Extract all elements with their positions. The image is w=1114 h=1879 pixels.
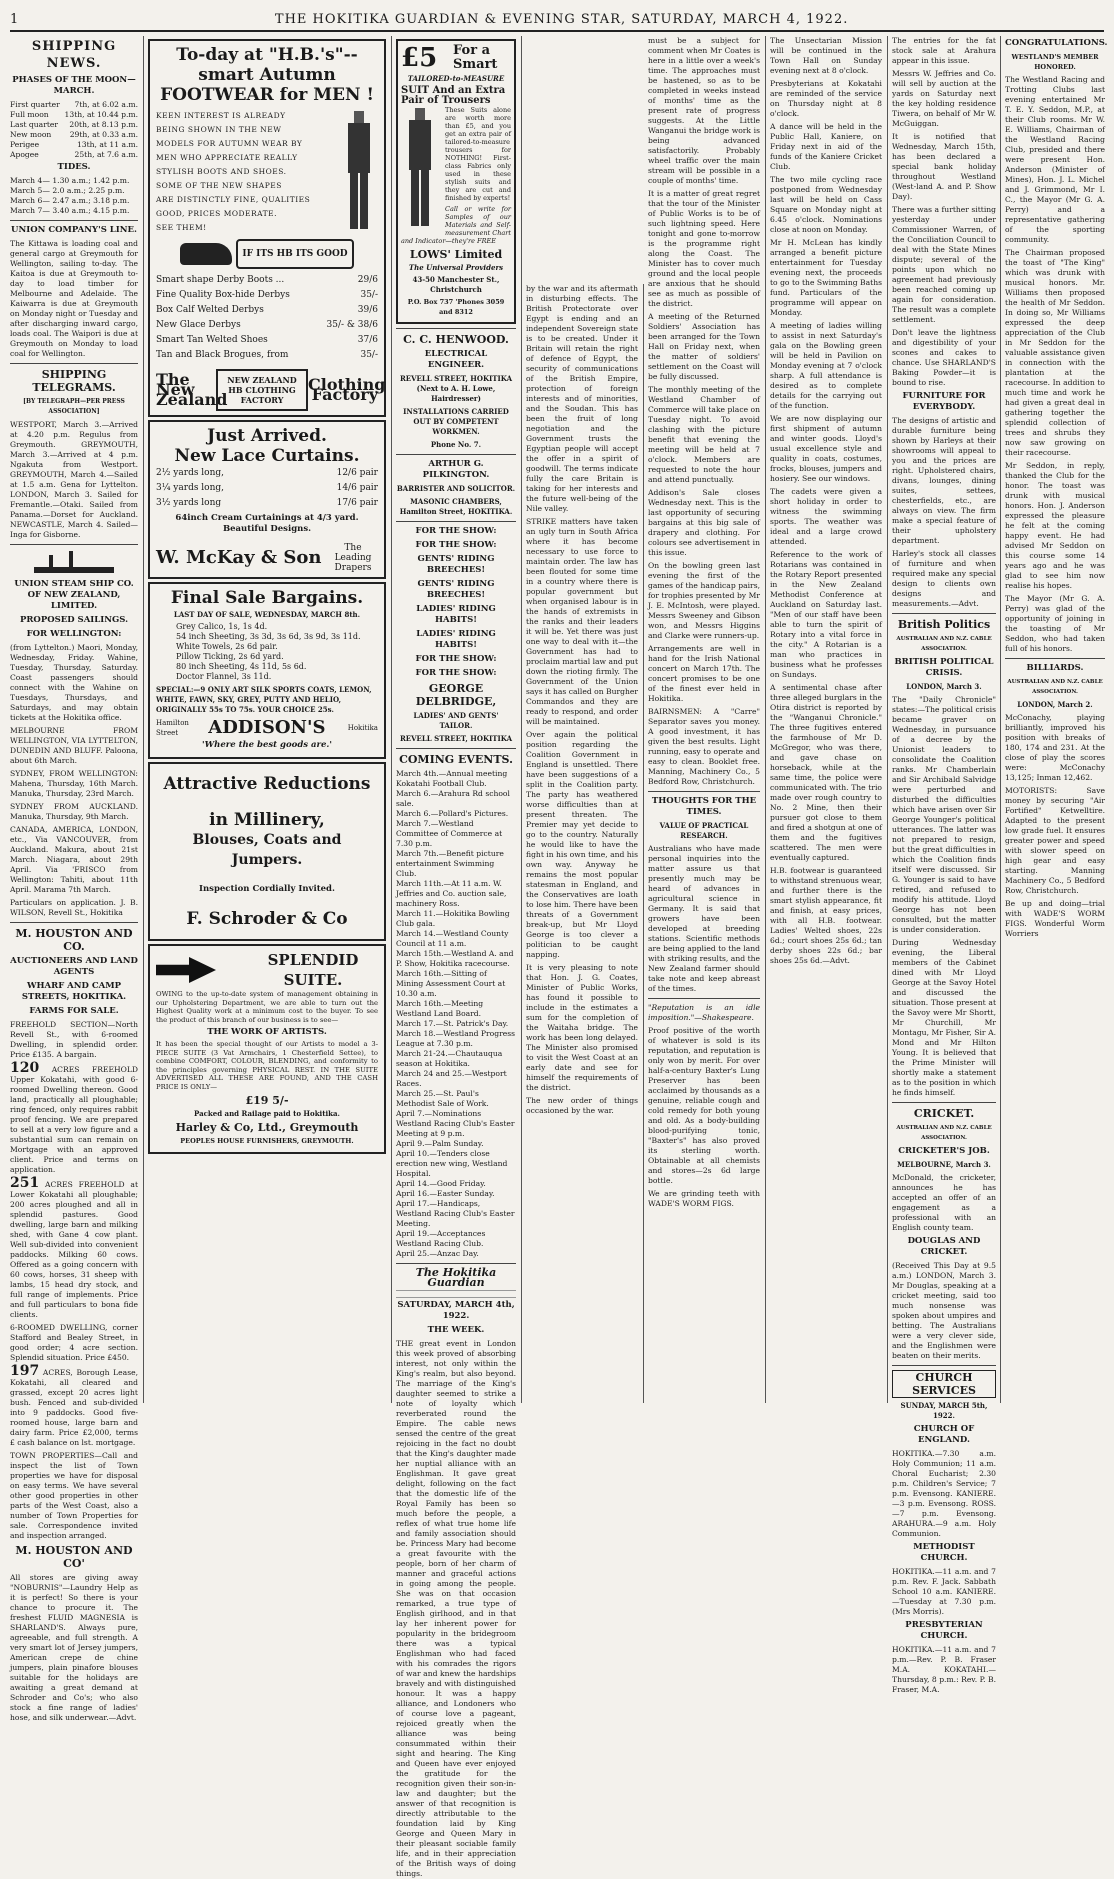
congrats-title: CONGRATULATIONS.	[1005, 38, 1108, 48]
particulars-text: Particulars on application. J. B. WILSON, Revell St., Hokitika	[10, 898, 138, 917]
event-row: April 17.—Handicaps, Westland Racing Club's Easter Meeting.	[396, 1199, 515, 1228]
hb-price-row: New Glace Derbys 35/- & 38/6	[156, 320, 378, 330]
bargain-list	[156, 622, 378, 682]
moon-row: Full moon 13th, at 10.44 p.m.	[10, 110, 138, 119]
pilkington-name: ARTHUR G. PILKINGTON.	[422, 459, 490, 480]
page-number: 1	[10, 11, 20, 27]
column-8: CONGRATULATIONS. WESTLAND'S MEMBER HONORED. The Westland Racing and Trotting Clubs last evening entertained Mr T. E. Y. Seddon, M.P., at their Club rooms. Mr W. E. Williams, Chairman of the Westland Racing Club, presided and there were present Hon. Anderson (Minister of Mines), Hon. J. L. Michel and J. Grimmond, Mr I. C., the Mayor (Mr G. A. Perry) and a representative gathering of the sporting community. The Chairman proposed the toast of "The King" which was drunk with musical honors. Mr. Williams then proposed the health of Mr Seddon. In doing so, Mr Williams expressed the deep appreciation of the Club in Mr Seddon for the valuable assistance given in connection with the plantation at the racecourse. In addition to much time and work he had given a great deal in gathering together the splendid collection of trees and shrubs they now saw growing on their racecourse. Mr Seddon, in reply, thanked the Club for the honor. The toast was drunk with musical honors. Hon. J. Anderson expressed the pleasure he felt at the coming happy event. He had advised Mr Seddon on this course some 14 years ago and he was glad to see him now realise his hopes. The Mayor (Mr G. A. Perry) was glad of the opportunity of joining in the toasting of Mr Seddon, who had taken full of his honors. BILLIARDS. AUSTRALIAN AND N.Z. CABLE ASSOCIATION. LONDON, March 2. McConachy, playing brilliantly, improved his position with breaks of 180, 174 and 231. At the close of play the scores were: McConachy 13,125; Inman 12,462. MOTORISTS: Save money by securing "Air Fortified" Ketwelltire. Adapted to the present low grade fuel. It ensures greater power and speed with slower speed on high gear and easy starting. Manning Machinery Co., 5 Bedford Row, Christchurch. Be up and doing—trial with WADE'S WORM FIGS. Wonderful Worm Worriers	[1005, 38, 1108, 938]
event-row: April 14.—Good Friday.	[396, 1179, 486, 1188]
hb-factory-logo: NEW ZEALAND HB CLOTHING FACTORY	[216, 369, 308, 411]
editorial-egypt: by the war and its aftermath in disturbing effects. The British Protectorate over Egypt is ending and an independent Sovereign state is to be created. Under it Britain will retain the right of defence of Egypt, the security of communications of the British Empire, protection of foreign interests and of minorities, and the Soudan. This has been the fruit of long negotiation and the Government trusts the Egyptian people will accept the offer in a spirit of goodwill. The terms indicate fully the care Britain is taking for her interests and the future well-being of the Nile valley.	[526, 284, 638, 513]
hb-headline: To-day at "H.B.'s"--smart Autumn FOOTWEAR for MEN !	[160, 45, 374, 105]
schroder-ad: Attractive Reductions in Millinery, Blouses, Coats and Jumpers. Inspection Cordially Invited. F. Schroder & Co	[148, 762, 386, 941]
proposed-sailings: PROPOSED SAILINGS.	[19, 615, 129, 625]
curtain-price-row: 2½ yards long, 12/6 pair	[156, 468, 378, 478]
delbridge-name: GEORGE DELBRIDGE,	[415, 682, 497, 708]
column-7: The entries for the fat stock sale at Arahura appear in this issue. Messrs W. Jeffries and Co. will sell by auction at the yards on Saturday next the key holding residence Tiwera, on behalf of Mr W. McGuiggan. It is notified that Wednesday, March 15th, has been declared a special bank holiday throughout Westland (West-land A. and P. Show Day). There was a further sitting yesterday under Commissioner Warren, of the Conciliation Council to deal with the State Mines dispute; several of the points upon which no agreement had previously been reached coming up again for consideration. The result was a complete settlement. Don't leave the lightness and digestibility of your scones and cakes to chance. Use SHARLAND'S Baking Powder—it is bound to rise. FURNITURE FOR EVERYBODY. The designs of artistic and durable furniture being shown by Harleys at their showrooms will appeal to you and the prices are right. Upholstered chairs, divans, lounges, dining suites, settees, chesterfields, etc., are always on view. The firm make a special feature of their upholstery department. Harley's stock all classes of furniture and when required make any special design to clients own designs and measurements.—Advt. British Politics AUSTRALIAN AND N.Z. CABLE ASSOCIATION. BRITISH POLITICAL CRISIS. LONDON, March 3. The "Daily Chronicle" states:—The political crisis became graver on Wednesday, in pursuance of a decree by the Unionist leaders to consolidate the Coalition ranks. Mr Chamberlain and Sir Archibald Salvidge were perturbed and disturbed the difficulties which have arisen over Sir George Younger's political utterances. The latter was not prepared to resign, but the great difficulties in which the Coalition finds itself were discussed. Sir G. Younger is said to have retired, and refused to modify his attitude. Lloyd George has not been consulted, but the matter is under consideration. During Wednesday evening, the Liberal members of the Cabinet dined with Mr Lloyd George at the Savoy Hotel and discussed the situation. Those present at the Savoy were Mr Shortt, Mr Churchill, Mr Montagu, Mr Fisher, Sir A. Mond and Mr Hilton Young. It is believed that the Prime Minister will shortly make a statement as to the position in which he finds himself. CRICKET. AUSTRALIAN AND N.Z. CABLE ASSOCIATION. CRICKETER'S JOB. MELBOURNE, March 3. McDonald, the cricketer, announces he has accepted an offer of an engagement as a professional with an English county team. DOUGLAS AND CRICKET. (Received This Day at 9.5 a.m.) LONDON, March 3. Mr Douglas, speaking at a cricket meeting, said too much nonsense was spoken about umpires and betting. The Australians were a very clever side, and the Englishmen were beaten on their merits. CHURCH SERVICES SUNDAY, MARCH 5th, 1922. CHURCH OF ENGLAND. HOKITIKA.—7.30 a.m. Holy Communion; 11 a.m. Choral Eucharist; 2.30 p.m. Children's Service; 7 p.m. Evensong. KANIERE.—3 p.m. Evensong. ROSS.—7 p.m. Evensong. ARAHURA.—9 a.m. Holy Communion. METHODIST CHURCH. HOKITIKA.—11 a.m. and 7 p.m. Rev. F. Jack. Sabbath School 10 a.m. KANIERE.—Tuesday at 7.30 p.m. (Mrs Morris). PRESBYTERIAN CHURCH. HOKITIKA.—11 a.m. and 7 p.m.—Rev. P. B. Fraser M.A. KOKATAHI.—Thursday, 8 p.m.: Rev. P. B. Fraser, M.A.	[892, 36, 996, 1694]
telegrams-text: WESTPORT, March 3.—Arrived at 4.20 p.m. Regulus from Greymouth. GREYMOUTH, March 3.—Arrived at 4 p.m. Ngakuta from Westport. GREYMOUTH, March 4.—Sailed at 1.5 a.m. Gena for Lyttelton. LONDON, March 3. Sailed for Fremantle.—Otaki. Sailed from Panama.—Dorset for Auckland. NEWCASTLE, March 4. Sailed—Inga for Gisborne.	[10, 420, 138, 539]
column-rule	[643, 284, 644, 1403]
thoughts-title: THOUGHTS FOR THE TIMES.	[651, 796, 757, 817]
event-row: April 19.—Acceptances Westland Racing Club.	[396, 1229, 486, 1248]
event-row: March 18.—Westland Progress League at 7.30 p.m.	[396, 1029, 516, 1048]
event-row: March 6.—Arahura Rd school sale.	[396, 789, 510, 808]
event-row: March 24 and 25.—Westport Races.	[396, 1069, 507, 1088]
bargain-row: Pillow Ticking, 2s 6d yard.	[176, 652, 284, 661]
column-2	[148, 36, 386, 1403]
event-row: March 7.—Westland Committee of Commerce at 7.30 p.m.	[396, 819, 503, 848]
editorial-strike: STRIKE matters have taken an ugly turn in South Africa where it has become necessary to use force to maintain order. The law has been flouted for some time in a country where there is popular government but when organised labour is in the hands of extremists in the ranks and their leaders it will be. Yet there was just one way to deal with it—the Government has had to proclaim martial law and put down the rioting firmly. The Government of the Union says it has called on Burgher Commandos and they are ready to respond, and order will be maintained.	[526, 517, 638, 726]
editorial-coates: It is very pleasing to note that Hon. J. G. Coates, Minister of Public Works, has found it possible to include in the estimates a sum for the completion of the Waitaha bridge. The work has been long delayed. The Minister also promised to visit the West Coast at an early date and see for himself the requirements of the district.	[526, 963, 638, 1092]
furniture-title: FURNITURE FOR EVERYBODY.	[902, 391, 986, 412]
show-line: LADIES' RIDING HABITS!	[416, 629, 496, 650]
week-title: THE WEEK.	[427, 1325, 485, 1335]
show-notice	[396, 526, 516, 679]
show-line: LADIES' RIDING HABITS!	[416, 604, 496, 625]
column-5: must be a subject for comment when Mr Coates is here in a little over a week's time. The approaches must be hastened, so as to be completed in weeks instead of months' time as the present rate of progress suggests. At the Little Wanganui the bridge work is being advanced satisfactorily. Probably wheel traffic over the main stream will be possible in a couple of months' time. It is a matter of great regret that the tour of the Minister of Public Works is to be of such lightning speed. Here tonight and gone to-morrow is the programme right along the Coast. The Minister has to cover much ground and the local people are anxious that he should see as much as possible of the district. A meeting of the Returned Soldiers' Association has been arranged for the Town Hall on Friday next, when the matter of soldiers' settlement on the Coast will be fully discussed. The monthly meeting of the Westland Chamber of Commerce will take place on Tuesday night. To avoid clashing with the picture benefit that evening the meeting will be held at 7 o'clock. Members are requested to note the hour and attend punctually. Addison's Sale closes Wednesday next. This is the last opportunity of securing bargains at this big sale of drapery and clothing. For colours see advertisement in this issue. On the bowling green last evening the first of the games of the handicap pairs, for trophies presented by Mr J. E. McIntosh, were played. Messrs Sweeney and Gibson won, and Messrs Higgins and Clarke were runners-up. Arrangements are well in hand for the Irish National concert on March 17th. The concert promises to be one of the finest ever held in Hokitika. BAIRNSMEN: A "Carre" Separator saves you money. A good investment, it has given the best results. Light running, easy to operate and easy to clean. Booklet free. Manning, Machinery Co., 5 Bedford Row, Christchurch. THOUGHTS FOR THE TIMES. VALUE OF PRACTICAL RESEARCH. Australians who have made personal inquiries into the matter assure us that presently much may be heard of advances in agricultural science in Germany. It is said that growers have been developed at breeding stations. Scientific methods are being applied to the land with striking results, and the New Zealand farmer should take note and keep abreast of the times. "Reputation is an idle imposition."—Shakespeare. Proof positive of the worth of whatever is sold is its reputation, and reputation is only won by merit. For over half-a-century Baxter's Lung Preserver has been acclaimed by thousands as a genuine, reliable cough and cold remedy for both young and old. As a body-building blood-purifying tonic, "Baxter's" has also proved its sterling worth. Obtainable at all chemists and stores—2s 6d large bottle. We are grinding teeth with WADE'S WORM FIGS.	[648, 36, 760, 1208]
footer-notes: All stores are giving away "NOBURNIS"—Laundry Help as it is perfect! So there is your chance to procure it. The freshest FLUID MAGNESIA is SHARLAND'S. Always pure, agreeable, and full strength. A very smart lot of Jersey jumpers, American crepe de chine jumpers, plain pinafore blouses suitable for the holidays are awaiting a great demand at Schroder and Co's; who also stock a fine range of ladies' hose, and silk underwear.—Advt.	[10, 1573, 138, 1722]
bargain-row: 80 inch Sheeting, 4s 11d, 5s 6d.	[176, 662, 307, 671]
hb-body-line: SEE THEM!	[156, 223, 207, 232]
column-rule	[887, 36, 888, 1403]
column-rule	[1000, 36, 1001, 1403]
coming-events-title: COMING EVENTS.	[399, 753, 513, 766]
editorial-footer: The new order of things occasioned by the war.	[526, 1096, 638, 1115]
bargain-row: Grey Calico, 1s, 1s 4d.	[176, 622, 268, 631]
event-row: March 15th.—Westland A. and P. Show, Hokitika racecourse.	[396, 949, 514, 968]
tide-row: March 6— 2.47 a.m.; 3.18 p.m.	[10, 196, 130, 205]
tides-title: TIDES.	[57, 162, 91, 172]
hb-price-row: Smart shape Derby Boots ... 29/6	[156, 275, 378, 285]
hb-seal-icon: IF ITS HB ITS GOOD	[236, 239, 353, 269]
bargain-row: Doctor Flannel, 3s 11d.	[176, 672, 272, 681]
canada-text: CANADA, AMERICA, LONDON, etc., Via VANCOUVER, from Auckland. Makura, about 21st March. Niagara, about 29th April. Via 'FRISCO from Wellington: Tahiti, about 11th April. Marama 7th March.	[10, 825, 138, 894]
events-list	[396, 769, 516, 1259]
farms-title: FARMS FOR SALE.	[29, 1006, 119, 1016]
gentleman-figure-icon	[340, 111, 378, 231]
uss-title: UNION STEAM SHIP CO. OF NEW ZEALAND, LIMITED.	[14, 579, 134, 611]
column-rule	[765, 36, 766, 1403]
event-row: March 17.—St. Patrick's Day.	[396, 1019, 509, 1028]
event-row: April 25.—Anzac Day.	[396, 1249, 479, 1258]
show-line: GENTS' RIDING BREECHES!	[417, 554, 495, 575]
column-rule	[143, 36, 144, 1403]
nz-clothing-factory: The New Zealand NEW ZEALAND HB CLOTHING FACTORY Clothing Factory	[156, 370, 386, 409]
telegrams-sub: [BY TELEGRAPH—PER PRESS ASSOCIATION]	[23, 398, 125, 415]
dateline: SATURDAY, MARCH 4th, 1922.	[397, 1300, 515, 1321]
show-line: FOR THE SHOW:	[415, 668, 497, 678]
sydney-wellington-text: SYDNEY, FROM WELLINGTON: Mahena, Thursday, 16th March. Manuka, Thursday, 23rd March.	[10, 769, 138, 798]
tide-row: March 7— 3.40 a.m.; 4.15 p.m.	[10, 206, 130, 215]
mckay-name: W. McKay & Son	[156, 547, 322, 568]
schroder-name: F. Schroder & Co	[186, 909, 348, 929]
event-row: March 4th.—Annual meeting Kokatahi Football Club.	[396, 769, 508, 788]
shipping-title: SHIPPING NEWS.	[31, 39, 117, 71]
hb-body-line: SOME OF THE NEW SHAPES	[156, 181, 282, 190]
hb-body-line: BEING SHOWN IN THE NEW	[156, 125, 282, 134]
hb-body-line: KEEN INTEREST IS ALREADY	[156, 111, 286, 120]
event-row: March 21-24.—Chautauqua season at Hokitika.	[396, 1049, 503, 1068]
curtain-price-list	[156, 466, 378, 511]
masthead-title: THE HOKITIKA GUARDIAN & EVENING STAR, SATURDAY, MARCH 4, 1922.	[274, 11, 849, 27]
event-row: March 11th.—At 11 a.m. W. Jeffries and Co. auction sale, machinery Ross.	[396, 879, 507, 908]
harley-ad: SPLENDID SUITE. OWING to the up-to-date system of management obtaining in our Upholstering Department, we are able to turn out the Highest Quality work at a minimum cost to the buyer. To see the product of this branch of our business is to see— THE WORK OF ARTISTS. It has been the special thought of our Artists to model a 3-PIECE SUITE (3 Vat Armchairs, 1 Chesterfield Settee), to combine COMFORT, COLOUR, BLENDING, and conformity to the principles governing PHYSICAL REST. IN THE SUITE ADVERTISED ALL THESE ARE FOUND, AND THE CASH PRICE IS ONLY— £19 5/- Packed and Railage paid to Hokitika. Harley & Co, Ltd., Greymouth PEOPLES HOUSE FURNISHERS, GREYMOUTH.	[148, 944, 386, 1154]
houston-title: M. HOUSTON AND CO.	[15, 927, 133, 953]
houston-sub: AUCTIONEERS AND LAND AGENTS	[10, 956, 138, 977]
hb-body-line: MEN WHO APPRECIATE REALLY	[156, 153, 298, 162]
column-6: The Unsectarian Mission will be continued in the Town Hall on Sunday evening next at 8 o'clock. Presbyterians at Kokatahi are reminded of the service on Thursday night at 8 o'clock. A dance will be held in the Public Hall, Kaniere, on Friday next in aid of the funds of the Kaniere Cricket Club. The two mile cycling race postponed from Wednesday last will be held on Cass Square on Monday night at 6.45 o'clock. Nominations close at noon on Monday. Mr H. McLean has kindly arranged a benefit picture entertainment for Tuesday evening next, the proceeds to go to the Swimming Baths fund. Particulars of the programme will appear on Monday. A meeting of ladies willing to assist in next Saturday's gala on the Bowling green will be held in Pavilion on Monday evening at 7 o'clock sharp. A full attendance is desired as to complete details for the carrying out of the function. We are now displaying our first shipment of autumn and winter goods. Lloyd's usual excellence style and quality in coats, costumes, frocks, blouses, jumpers and hosiery. See our windows. The cadets were given a short holiday in order to witness the swimming sports. The weather was ideal and a large crowd attended. Reference to the work of Rotarians was contained in the Rotary Report presented in the New Zealand Methodist Conference at Auckland on Saturday last. "Men of our staff have been able to turn the spirit of Rotary into a vital force in the city." A Rotarian is a man who practices in business what he professes on Sundays. A sentimental chase after three alleged burglars in the Otira district is reported by the "Wanganui Chronicle." The three fugitives entered the farmhouse of Mr D. McGregor, who was there, and gave chase on horseback, while at the same time, the police were communicated with. The trio made over rough country to No. 2 Mine, then their pursuer got close to them and fired a shotgun at one of them and the fugitives scattered. The men were eventually captured. H.B. footwear is guaranteed to withstand strenuous wear, and further there is the smart stylish appearance, fit and finish, at easy prices, with all H.B. footwear. Ladies' Welted shoes, 22s 6d.; court shoes 25s 6d.; tan derby shoes 22s 6d.; bar shoes 25s 6d.—Advt.	[770, 36, 882, 965]
event-row: April 9.—Palm Sunday.	[396, 1139, 484, 1148]
farm-ad-4: 6-ROOMED DWELLING, corner Stafford and Bealey Street, in good order; 4 acre section. Splendid situation. Price £450.	[10, 1323, 138, 1362]
hb-body-line: MODELS FOR AUTUMN WEAR BY	[156, 139, 303, 148]
union-title: UNION COMPANY'S LINE.	[11, 225, 137, 235]
addison-name: ADDISON'S	[208, 717, 326, 738]
lows-name: LOWS' Limited	[409, 248, 503, 261]
union-text: The Kittawa is loading coal and general cargo at Greymouth for Wellington, sailing to-day. The Kaitoa is due at Greymouth to-day to load timber for Melbourne and Adelaide. The Kaiwarra is due at Greymouth on Monday night or Tuesday and after discharging inward cargo, loads coal. The Waipori is due at Greymouth on Monday to load coal for Wellington.	[10, 239, 138, 358]
editorial-coalition: Over again the political position regarding the Coalition Government in England is unsettled. There have been suggestions of a split in the Coalition party. The party has weathered worse difficulties than at present threaten. The Premier may yet decide to go to the country. Naturally he would like to have the fight in his own time, and his own way. Anyway he remains the most popular statesman in England, and the Conservatives are loath to lose him. There have been threats of a Government break-up, but Mr Lloyd George is too clever a politician to be caught napping.	[526, 730, 638, 959]
lows-ad: £5 For a Smart TAILORED-to-MEASURE SUIT And an Extra Pair of Trousers These Suits alone are worth more than £5, and you get an extra pair of tailored-to-measure trousers for NOTHING! First-class Fabrics only used in these stylish suits and they are cut and finished by experts! Call or write for Samples of our Materials and Self-measurement Chart and Indicator—they're FREE LOWS' Limited The Universal Providers 43-50 Manchester St., Christchurch P.O. Box 737 'Phones 3059 and 8312	[396, 39, 516, 324]
column-rule	[521, 36, 522, 1403]
suit-figure-icon	[401, 108, 439, 228]
column-rule	[391, 36, 392, 1403]
suite-price: £19 5/-	[245, 1094, 289, 1107]
moon-title: PHASES OF THE MOON—MARCH.	[12, 75, 136, 96]
hb-price-row: Smart Tan Welted Shoes 37/6	[156, 335, 378, 345]
curtain-price-row: 3½ yards long 17/6 pair	[156, 498, 378, 508]
tide-row: March 4— 1.30 a.m.; 1.42 p.m.	[10, 176, 130, 185]
shoe-icon	[180, 243, 232, 265]
wellington-text: (from Lyttelton.) Maori, Monday, Wednesday, Friday. Wahine, Tuesday, Thursday, Saturday. Coast passengers should connect with the Wahine on Tuesdays, Thursdays, and Saturdays, and may obtain tickets at the Hokitika office.	[10, 643, 138, 722]
guardian-nameplate: The Hokitika Guardian	[415, 1266, 497, 1289]
show-line: FOR THE SHOW:	[415, 654, 497, 664]
politics-title: British Politics	[897, 618, 991, 631]
sydney-auckland-text: SYDNEY FROM AUCKLAND. Manuka, Thursday, 9th March.	[10, 802, 138, 821]
moon-row: Last quarter 20th, at 8.13 p.m.	[10, 120, 138, 129]
show-line: FOR THE SHOW:	[415, 540, 497, 550]
hb-price-row: Tan and Black Brogues, from 35/-	[156, 350, 378, 360]
event-row: April 16.—Easter Sunday.	[396, 1189, 495, 1198]
event-row: March 25.—St. Paul's Methodist Sale of Work.	[396, 1089, 489, 1108]
tides-table	[10, 176, 138, 216]
addison-ad: Final Sale Bargains. LAST DAY OF SALE, WEDNESDAY, MARCH 8th. Grey Calico, 1s, 1s 4d. 54 inch Sheeting, 3s 3d, 3s 6d, 3s 9d, 3s 11d. White Towels, 2s 6d pair. Pillow Ticking, 2s 6d yard. 80 inch Sheeting, 4s 11d, 5s 6d. Doctor Flannel, 3s 11d. SPECIAL:—9 ONLY ART SILK SPORTS COATS, LEMON, WHITE, FAWN, SKY, GREY, PUTTY AND HELIO, ORIGINALLY 55s TO 75s. YOUR CHOICE 25s. Hamilton Street ADDISON'S Hokitika 'Where the best goods are.'	[148, 582, 386, 759]
mckay-tagline: The Leading Drapers	[334, 543, 372, 573]
moon-table	[10, 100, 138, 160]
hb-body-line: ARE DISTINCTLY FINE, QUALITIES GOOD, PRICES MODERATE.	[156, 195, 311, 218]
event-row: March 14.—Westland County Council at 11 a.m.	[396, 929, 509, 948]
show-line: GENTS' RIDING BREECHES!	[417, 579, 495, 600]
column-1	[10, 36, 138, 1722]
hb-body-line: STYLISH BOOTS AND SHOES.	[156, 167, 287, 176]
farm-ad-6: TOWN PROPERTIES—Call and inspect the list of Town properties we have for disposal on easy terms. We have several other good properties in other parts of the West Coast, also a number of Town Properties for sale. Correspondence invited and inspection arranged.	[10, 1451, 138, 1540]
hb-price-list	[156, 273, 378, 363]
pointing-hand-icon	[156, 957, 216, 983]
moon-row: Perigee 13th, at 11 a.m.	[10, 140, 138, 149]
event-row: April 10.—Tenders close erection new wing, Westland Hospital.	[396, 1149, 508, 1178]
houston-signature: M. HOUSTON AND CO'	[15, 1544, 133, 1570]
ship-icon	[14, 549, 134, 575]
event-row: March 11.—Hokitika Bowling Club gala.	[396, 909, 510, 928]
church-title: CHURCH SERVICES	[892, 1370, 996, 1398]
moon-row: New moon 29th, at 0.33 a.m.	[10, 130, 138, 139]
henwood-name: C. C. HENWOOD.	[403, 333, 509, 346]
week-text: THE great event in London this week proved of absorbing interest, not only within the King's realm, but also beyond. The marriage of the King's daughter seemed to strike a note of loyalty which reverberated round the Empire. The cable news sensed the centre of the great rejoicing in the fact no doubt that the King's daughter made her nuptial alliance with an Englishman. It gave great delight, following on the fact that the domestic life of the Royal Family has been so much before the people, a reflex of what true home life and family association should be. Princess Mary had become a great favourite with the people, born of her charm of manner and graceful actions in going among the people. She was on that occasion remarked, a true type of English girlhood, and in that lay her inherent power for popularity in the bridegroom there was a typical Englishman who had faced with his comrades the rigors of war and knew the hardships bravely and with distinguished honour. It was a happy alliance, and Londoners who of course love a pageant, rejoiced greatly when the alliance was being consummated within their sight and hearing. The King and Queen have ever enjoyed the gratitude for the recognition given their son-in-law and daughter; but the answer of that recognition is directly attributable to the foundation laid by King George and Queen Mary in their pleasant sociable family life, and in their appreciation of the British ways of doing things.	[396, 1339, 516, 1878]
event-row: March 6.—Pollard's Pictures.	[396, 809, 509, 818]
show-line: FOR THE SHOW:	[415, 526, 497, 536]
farm-ad-2: 120 ACRES FREEHOLD Upper Kokatahi, with good 6-roomed Dwelling thereon. Good land, practically all ploughable; ring fenced, only requires rabbit proof fencing. We are prepared to sell at a very low figure and a substantial sum can remain on Mortgage with an approved client. Price and terms on application.	[10, 1060, 138, 1174]
wharf-text: WHARF AND CAMP STREETS, HOKITIKA.	[21, 981, 127, 1002]
hb-price-row: Fine Quality Box-hide Derbys 35/-	[156, 290, 378, 300]
hb-badge	[156, 239, 378, 269]
column-4	[526, 284, 638, 1403]
bargain-row: White Towels, 2s 6d pair.	[176, 642, 278, 651]
cricket-title: CRICKET.	[913, 1107, 975, 1120]
hb-price-row: Box Calf Welted Derbys 39/6	[156, 305, 378, 315]
moon-row: Apogee 25th, at 7.6 a.m.	[10, 150, 138, 159]
hb-footwear-ad	[148, 39, 386, 417]
event-row: March 7th.—Benefit picture entertainment Swimming Club.	[396, 849, 504, 878]
moon-row: First quarter 7th, at 6.02 a.m.	[10, 100, 138, 109]
for-wellington: FOR WELLINGTON:	[26, 629, 122, 639]
billiards-title: BILLIARDS.	[1026, 663, 1084, 673]
event-row: April 7.—Nominations Westland Racing Club's Easter Meeting at 9 p.m.	[396, 1109, 515, 1138]
farm-ad-1: FREEHOLD SECTION—North Revell St., with 6-roomed Dwelling, in splendid order. Price £135. A bargain.	[10, 1020, 138, 1059]
telegrams-title: SHIPPING TELEGRAMS.	[32, 368, 116, 394]
harley-name: Harley & Co, Ltd., Greymouth	[175, 1121, 359, 1134]
tide-row: March 5— 2.0 a.m.; 2.25 p.m.	[10, 186, 125, 195]
curtains-ad: Just Arrived. New Lace Curtains. 2½ yards long, 12/6 pair 3¼ yards long, 14/6 pair 3½ yards long 17/6 pair 64inch Cream Curtainings at 4/3 yard. Beautiful Designs. W. McKay & Son The Leading Drapers	[148, 420, 386, 579]
bargain-row: 54 inch Sheeting, 3s 3d, 3s 6d, 3s 9d, 3s 11d.	[176, 632, 361, 641]
curtain-price-row: 3¼ yards long, 14/6 pair	[156, 483, 378, 493]
lows-price: £5	[401, 43, 438, 73]
column-3: £5 For a Smart TAILORED-to-MEASURE SUIT And an Extra Pair of Trousers These Suits alone are worth more than £5, and you get an extra pair of tailored-to-measure trousers for NOTHING! First-class Fabrics only used in these stylish suits and they are cut and finished by experts! Call or write for Samples of our Materials and Self-measurement Chart and Indicator—they're FREE LOWS' Limited The Universal Providers 43-50 Manchester St., Christchurch P.O. Box 737 'Phones 3059 and 8312 C. C. HENWOOD. ELECTRICAL ENGINEER. REVELL STREET, HOKITIKA (Next to A. H. Lowe, Hairdresser) INSTALLATIONS CARRIED OUT BY COMPETENT WORKMEN. Phone No. 7. ARTHUR G. PILKINGTON. BARRISTER AND SOLICITOR. MASONIC CHAMBERS, Hamilton Street, HOKITIKA. FOR THE SHOW: FOR THE SHOW: GENTS' RIDING BREECHES! GENTS' RIDING BREECHES! LADIES' RIDING HABITS! LADIES' RIDING HABITS! FOR THE SHOW: FOR THE SHOW: GEORGE DELBRIDGE, LADIES' AND GENTS' TAILOR. REVELL STREET, HOKITIKA COMING EVENTS. March 4th.—Annual meeting Kokatahi Football Club. March 6.—Arahura Rd school sale. March 6.—Pollard's Pictures. March 7.—Westland Committee of Commerce at 7.30 p.m. March 7th.—Benefit picture entertainment Swimming Club. March 11th.—At 11 a.m. W. Jeffries and Co. auction sale, machinery Ross. March 11.—Hokitika Bowling Club gala. March 14.—Westland County Council at 11 a.m. March 15th.—Westland A. and P. Show, Hokitika racecourse. March 16th.—Sitting of Mining Assessment Court at 10.30 a.m. March 16th.—Meeting Westland Land Board. March 17.—St. Patrick's Day. March 18.—Westland Progress League at 7.30 p.m. March 21-24.—Chautauqua season at Hokitika. March 24 and 25.—Westport Races. March 25.—St. Paul's Methodist Sale of Work. April 7.—Nominations Westland Racing Club's Easter Meeting at 9 p.m. April 9.—Palm Sunday. April 10.—Tenders close erection new wing, Westland Hospital. April 14.—Good Friday. April 16.—Easter Sunday. April 17.—Handicaps, Westland Racing Club's Easter Meeting. April 19.—Acceptances Westland Racing Club. April 25.—Anzac Day. The Hokitika Guardian SATURDAY, MARCH 4th, 1922. THE WEEK. THE great event in London this week proved of absorbing interest, not only within the King's realm, but also beyond. The marriage of the King's daughter seemed to strike a note of loyalty which reverberated round the Empire. The cable news sensed the centre of the great rejoicing in the fact no doubt that the King's daughter made her nuptial alliance with an Englishman. It gave great delight, following on the fact that the domestic life of the Royal Family has been so much before the people, a reflex of what true home life and family association should be. Princess Mary had become a great favourite with the people, born of her charm of manner and graceful actions in going among the people. She was on that occasion remarked, a true type of English girlhood, and in that lay her inherent power for popularity in the bridegroom there was a typical Englishman who had faced with his comrades the rigors of war and knew the hardships bravely and with distinguished honour. It was a happy alliance, and Londoners who of course love a pageant, rejoiced greatly when the alliance was being consummated within their sight and hearing. The King and Queen have ever enjoyed the gratitude for the recognition given their son-in-law and daughter; but the answer of that recognition is directly attributable to the foundation laid by King George and Queen Mary in their pleasant sociable family life, and in their appreciation of the British ways of doing things.	[396, 36, 516, 1403]
event-row: March 16th.—Sitting of Mining Assessment Court at 10.30 a.m.	[396, 969, 506, 998]
event-row: March 16th.—Meeting Westland Land Board.	[396, 999, 484, 1018]
farm-ad-3: 251 ACRES FREEHOLD at Lower Kokatahi all ploughable; 200 acres ploughed and all in splendid pastures. Good dwelling, large barn and milking shed, with Gane 4 cow plant. Well sub-divided into convenient paddocks. Milking 60 cows. Offered as a going concern with 60 cows, horses, 31 sheep with lambs, 15 head dry stock, and full range of implements. Price and full particulars to bona fide clients.	[10, 1175, 138, 1319]
farm-ad-5: 197 ACRES, Borough Lease, Kokatahi, all cleared and grassed, except 20 acres light bush. Fenced and sub-divided into 9 paddocks. Good five-roomed house, large barn and dairy farm. Price £2,000, terms £ cash balance on lst. mortgage.	[10, 1363, 138, 1447]
melbourne-text: MELBOURNE FROM WELLINGTON, VIA LYTTELTON, DUNEDIN AND BLUFF. Paloona, about 6th March.	[10, 726, 138, 765]
masthead	[10, 8, 1104, 32]
